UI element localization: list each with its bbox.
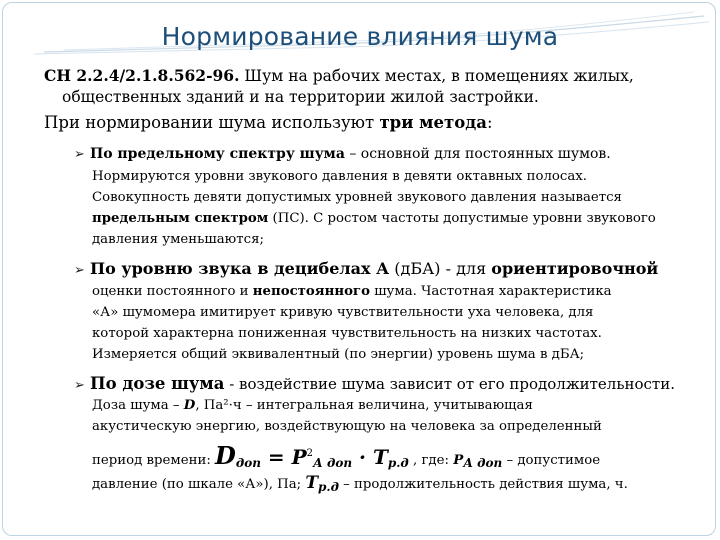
where-P-sub: А доп — [463, 456, 503, 470]
bullet-3-line-2 — [92, 398, 533, 413]
bullet-2-line-2-a: оценки постоянного и — [92, 284, 253, 299]
bullet-1-head — [74, 146, 611, 162]
bullet-2-line-2 — [92, 284, 612, 299]
bullet-3-line-3: акустическую энергию, воздействующую на человека за определенный — [92, 419, 602, 434]
arrow-bullet-icon: ➢ — [74, 147, 85, 162]
formula-where: , где: — [408, 453, 454, 468]
formula-equals: = — [260, 445, 292, 469]
bullet-3-head — [74, 374, 675, 393]
bullet-2-line-3: «А» шумомера имитирует кривую чувствительности уха человека, для — [92, 305, 594, 320]
formula-P: P — [291, 445, 307, 469]
bullet-3-title: По дозе шума — [90, 374, 225, 393]
bullet-1-title: По предельному спектру шума — [90, 146, 345, 162]
where-T-sub: р.д — [318, 480, 339, 494]
formula-D-sub: доп — [235, 456, 261, 470]
where-T-desc: – продолжительность действия шума, ч. — [338, 477, 628, 492]
arrow-bullet-icon: ➢ — [74, 263, 85, 278]
bullet-1-line-4 — [92, 211, 656, 226]
bullet-3-line-5-a: давление (по шкале «А»), Па; — [92, 477, 306, 492]
bullet-2-title: По уровню звука в децибелах А — [90, 259, 390, 278]
intro-line — [44, 113, 493, 132]
arrow-bullet-icon: ➢ — [74, 378, 85, 393]
bullet-2-head-rest: (дБА) - для — [389, 259, 492, 278]
formula-intro: период времени: — [92, 453, 216, 468]
bullet-1-line-4-rest: (ПС). С ростом частоты допустимые уровни звукового — [268, 211, 656, 226]
bullet-2-line-2-bold: непостоянного — [252, 284, 370, 299]
intro-bold: три метода — [379, 113, 487, 132]
standard-text-1: Шум на рабочих местах, в помещениях жилых, — [239, 67, 634, 85]
bullet-1-line-5: давления уменьшаются; — [92, 232, 264, 247]
bullet-2-line-2-b: шума. Частотная характеристика — [369, 284, 612, 299]
formula-D: D — [215, 441, 236, 470]
where-T: T — [305, 473, 319, 493]
dose-symbol: D — [183, 398, 196, 413]
formula-T-sub: р.д — [387, 456, 409, 470]
bullet-3-line-2-b: , Па²·ч – интегральная величина, учитывающая — [195, 398, 533, 413]
bullet-2-head-bold: ориентировочной — [491, 259, 659, 278]
bullet-2-line-5: Измеряется общий эквивалентный (по энергии) уровень шума в дБА; — [92, 347, 585, 362]
standard-line-2: общественных зданий и на территории жилой застройки. — [62, 88, 539, 106]
formula-dot: · — [352, 445, 373, 469]
formula-T: T — [372, 445, 388, 469]
bullet-1-term: предельным спектром — [92, 211, 269, 226]
bullet-2-head — [74, 259, 658, 278]
slide-title: Нормирование влияния шума — [161, 22, 559, 51]
where-P-desc: – допустимое — [502, 453, 601, 468]
intro-text: При нормировании шума используют — [44, 113, 380, 132]
formula-P-sub: А доп — [313, 456, 353, 470]
bullet-3-line-5 — [92, 471, 628, 499]
bullet-2-line-4: которой характерна пониженная чувствительность на низких частотах. — [92, 326, 602, 341]
where-P: P — [453, 453, 464, 468]
bullet-3-head-rest: - воздействие шума зависит от его продолжительности. — [224, 375, 675, 393]
formula-P-power: 2 — [306, 448, 314, 459]
standard-code: СН 2.2.4/2.1.8.562-96. — [44, 66, 240, 85]
intro-colon: : — [486, 113, 493, 132]
bullet-1-line-2: Нормируются уровни звукового давления в девяти октавных полосах. — [92, 169, 588, 184]
bullet-3-line-2-a: Доза шума – — [92, 398, 184, 413]
bullet-1-line-3: Совокупность девяти допустимых уровней звукового давления называется — [92, 190, 622, 205]
bullet-1-head-rest: – основной для постоянных шумов. — [344, 146, 611, 162]
standard-line-1 — [44, 66, 634, 85]
